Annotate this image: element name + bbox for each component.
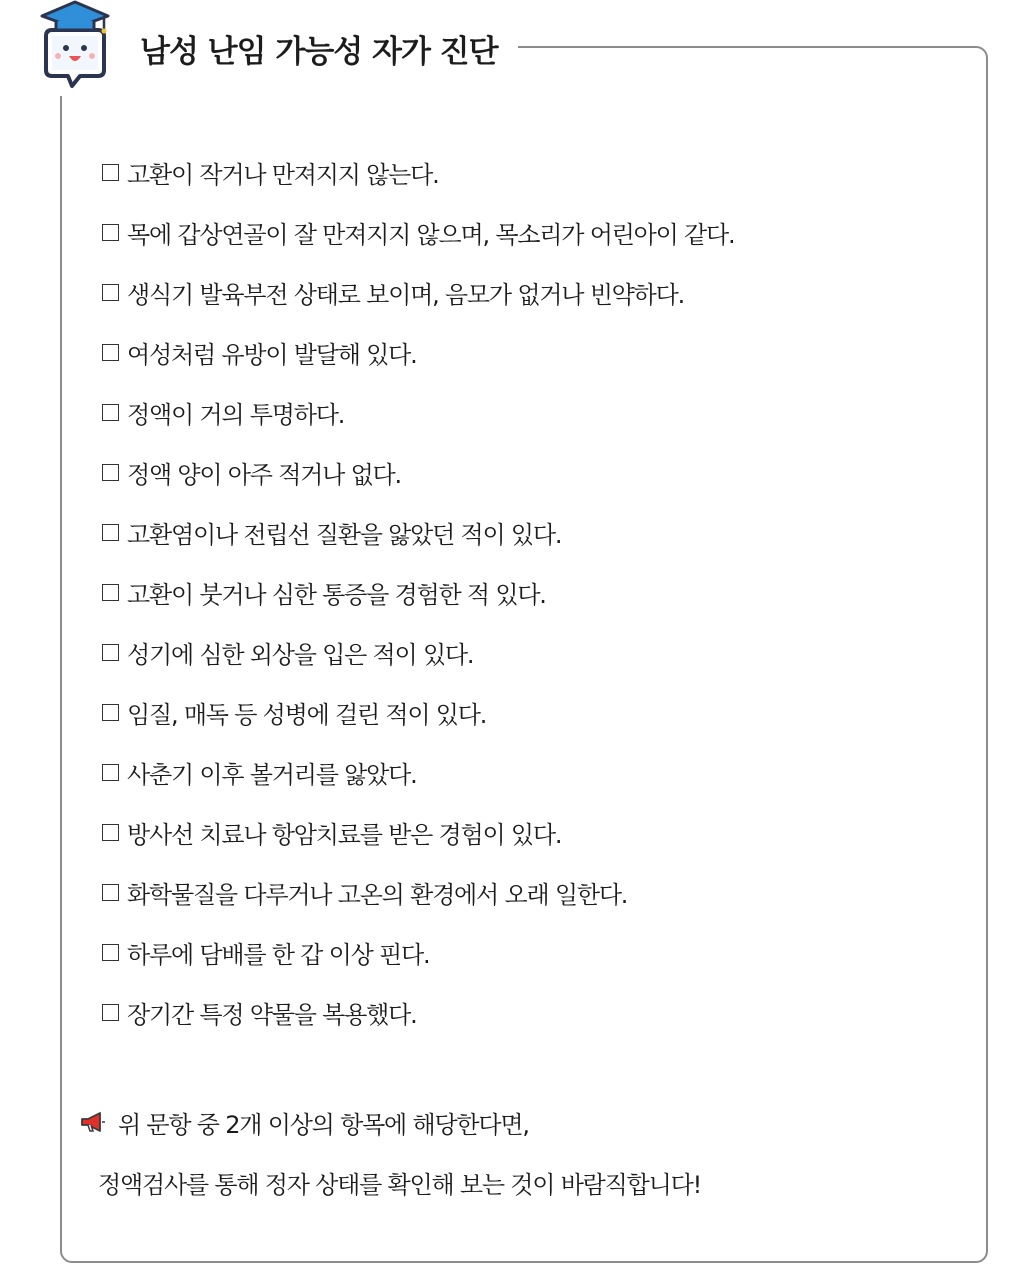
title-area: [28, 0, 518, 96]
checkbox[interactable]: [102, 284, 119, 301]
checklist-item-text: 여성처럼 유방이 발달해 있다.: [127, 340, 417, 369]
checklist-item-text: 임질, 매독 등 성병에 걸린 적이 있다.: [127, 700, 487, 729]
checklist-item-text: 장기간 특정 약물을 복용했다.: [127, 1000, 417, 1029]
checklist-item[interactable]: [100, 382, 734, 442]
checkbox[interactable]: [102, 944, 119, 961]
notice-line-1: [80, 1100, 529, 1144]
checkbox[interactable]: [102, 644, 119, 661]
checklist-item-text: 성기에 심한 외상을 입은 적이 있다.: [127, 640, 474, 669]
checkbox[interactable]: [102, 344, 119, 361]
self-diagnosis-checklist: [100, 142, 734, 1042]
checklist-item-text: 생식기 발육부전 상태로 보이며, 음모가 없거나 빈약하다.: [127, 280, 685, 309]
checklist-item[interactable]: [100, 142, 734, 202]
checkbox[interactable]: [102, 164, 119, 181]
checklist-item[interactable]: [100, 262, 734, 322]
checklist-item-text: 고환이 작거나 만져지지 않는다.: [127, 160, 439, 189]
checklist-item[interactable]: [100, 982, 734, 1042]
checklist-item-text: 목에 갑상연골이 잘 만져지지 않으며, 목소리가 어린아이 같다.: [127, 220, 735, 249]
notice-text-1: 위 문항 중 2개 이상의 항목에 해당한다면,: [118, 1110, 529, 1139]
checklist-item-text: 화학물질을 다루거나 고온의 환경에서 오래 일한다.: [127, 880, 628, 909]
checklist-item-text: 사춘기 이후 볼거리를 앓았다.: [127, 760, 417, 789]
checklist-item[interactable]: [100, 322, 734, 382]
checklist-item[interactable]: [100, 442, 734, 502]
notice-line-2: [98, 1160, 701, 1204]
graduate-mascot-icon: [34, 0, 130, 92]
checkbox[interactable]: [102, 764, 119, 781]
checkbox[interactable]: [102, 884, 119, 901]
checklist-item-text: 정액이 거의 투명하다.: [127, 400, 345, 429]
checkbox[interactable]: [102, 404, 119, 421]
checklist-item[interactable]: [100, 202, 734, 262]
checklist-item-text: 고환염이나 전립선 질환을 앓았던 적이 있다.: [127, 520, 562, 549]
checklist-item[interactable]: [100, 562, 734, 622]
checklist-item[interactable]: [100, 502, 734, 562]
checklist-item[interactable]: [100, 802, 734, 862]
checklist-item-text: 고환이 붓거나 심한 통증을 경험한 적 있다.: [127, 580, 546, 609]
checklist-item-text: 하루에 담배를 한 갑 이상 핀다.: [127, 940, 430, 969]
checklist-item[interactable]: [100, 862, 734, 922]
checklist-item[interactable]: [100, 682, 734, 742]
checkbox[interactable]: [102, 464, 119, 481]
checklist-item[interactable]: [100, 622, 734, 682]
checkbox[interactable]: [102, 584, 119, 601]
notice-text-2: 정액검사를 통해 정자 상태를 확인해 보는 것이 바람직합니다!: [98, 1170, 702, 1199]
checkbox[interactable]: [102, 704, 119, 721]
page-title: 남성 난임 가능성 자가 진단: [140, 34, 498, 70]
checkbox[interactable]: [102, 524, 119, 541]
checklist-item[interactable]: [100, 922, 734, 982]
checkbox[interactable]: [102, 1004, 119, 1021]
megaphone-icon: [80, 1111, 106, 1133]
checklist-item-text: 방사선 치료나 항암치료를 받은 경험이 있다.: [127, 820, 562, 849]
checklist-item[interactable]: [100, 742, 734, 802]
checklist-item-text: 정액 양이 아주 적거나 없다.: [127, 460, 401, 489]
checkbox[interactable]: [102, 824, 119, 841]
checkbox[interactable]: [102, 224, 119, 241]
